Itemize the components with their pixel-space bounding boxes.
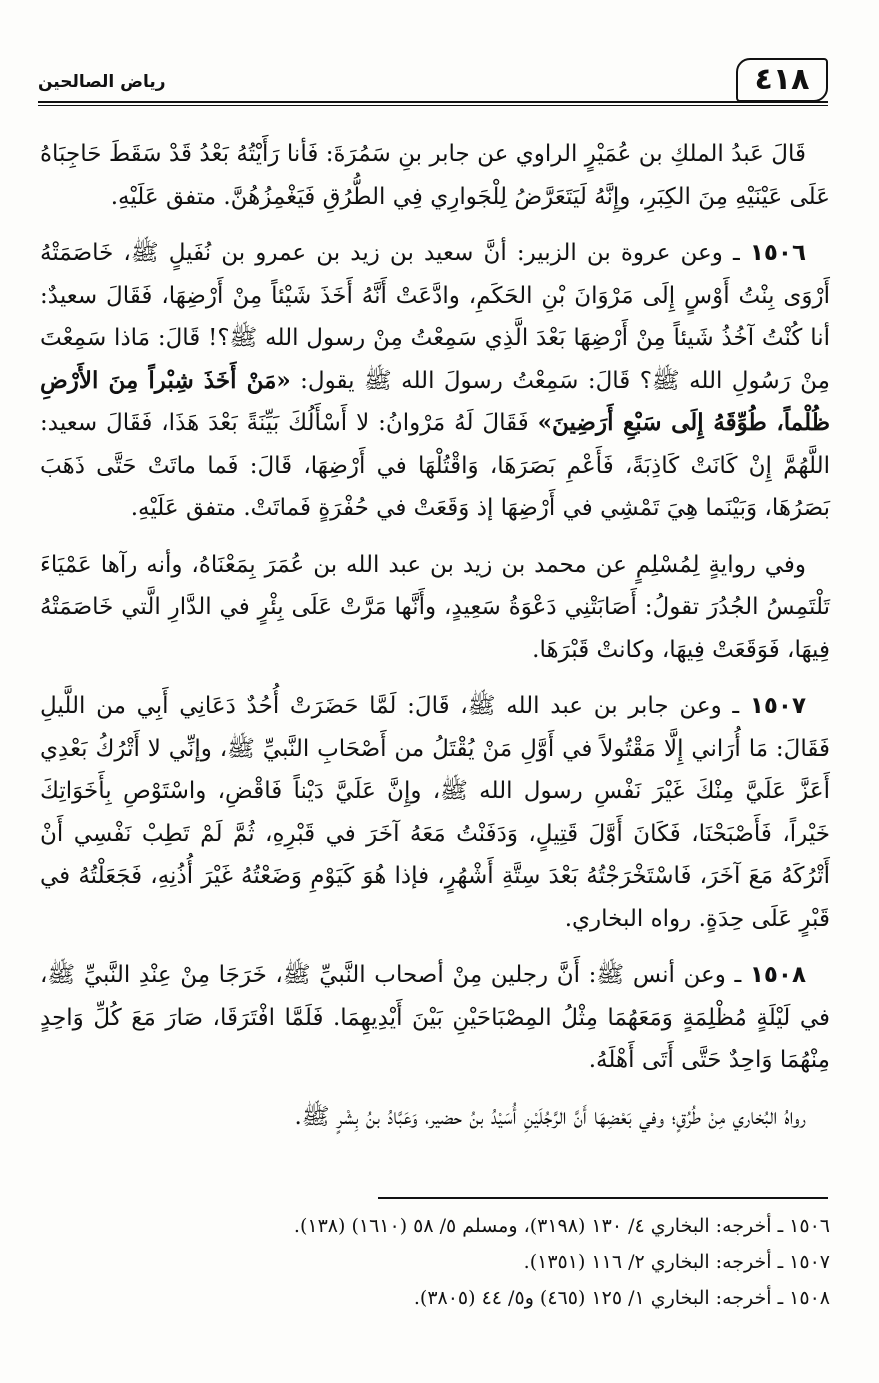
footnote: ١٥٠٦ ـ أخرجه: البخاري ٤/ ١٣٠ (٣١٩٨)، ومسلم ٥/ ٥٨ (١٦١٠) (١٣٨). bbox=[293, 1215, 830, 1237]
hadith-number: ١٥٠٨ bbox=[749, 962, 806, 988]
footnote: ١٥٠٨ ـ أخرجه: البخاري ١/ ١٢٥ (٤٦٥) و٥/ ٤٤ (٣٨٠٥). bbox=[413, 1287, 830, 1309]
hadith-1506 bbox=[40, 232, 830, 530]
hadith-text: ـ وعن أنس ﷺ: أَنَّ رجلين مِنْ أصحاب النَّبيِّ ﷺ، خَرَجَا مِنْ عِنْدِ النَّبيِّ ﷺ، في لَيْلَةٍ مُظْلِمَةٍ وَمَعَهُمَا مِثْلُ المِصْبَاحَيْنِ بَيْنَ أَيْدِيهِمَا. فَلَمَّا افْتَرَقَا، صَارَ مَعَ كُلِّ وَاحِدٍ مِنْهُمَا وَاحِدٌ حَتَّى أَتَى أَهْلَهُ. bbox=[40, 962, 830, 1073]
book-title: رياض الصالحين bbox=[38, 72, 166, 92]
footnote-rule bbox=[378, 1197, 828, 1199]
hadith-text: فَقَالَ لَهُ مَرْوانُ: لا أَسْأَلُكَ بَيِّنَةً بَعْدَ هَذَا، فَقَالَ سعيد: اللَّهُمَّ إِنْ كَانَتْ كَاذِبَةً، فَأَعْمِ بَصَرَهَا، وَاقْتُلْهَا في أَرْضِهَا، قَالَ: فَما ماتَتْ حَتَّى ذَهَبَ بَصَرُهَا، وَبَيْنَما هِيَ تَمْشِي في أَرْضِهَا إذ وَقَعَتْ في حُفْرَةٍ فَماتَتْ. متفق عَلَيْهِ. bbox=[40, 410, 830, 521]
page-header bbox=[38, 58, 828, 108]
hadith-text: ـ وعن عروة بن الزبير: أنَّ سعيد بن زيد بن عمرو بن نُفَيلٍ ﷺ، خَاصَمَتْهُ أَرْوَى بِنْتُ أَوْسٍ إِلَى مَرْوَانَ بْنِ الحَكَمِ، وادَّعَتْ أَنَّهُ أَخَذَ شَيْئاً مِنْ أَرْضِهَا، فَقَالَ سعيدٌ: أنا كُنْتُ آخُذُ شَيئاً مِنْ أَرْضِهَا بَعْدَ الَّذِي سَمِعْتُ مِنْ رسول الله ﷺ؟! قَالَ: مَاذا سَمِعْتَ مِنْ رَسُولِ الله ﷺ؟ قَالَ: سَمِعْتُ رسولَ الله ﷺ يقول: bbox=[40, 240, 830, 394]
hadith-1507 bbox=[40, 685, 830, 940]
hadith-number: ١٥٠٦ bbox=[749, 240, 806, 266]
paragraph-continuation: قَالَ عَبدُ الملكِ بن عُمَيْرٍ الراوي عن جابر بنِ سَمُرَةَ: فَأنا رَأَيْتُهُ بَعْدُ قَدْ سَقَطَ حَاجِبَاهُ عَلَى عَيْنَيْهِ مِنَ الكِبَرِ، وإِنَّهُ لَيَتَعَرَّضُ لِلْجَوارِي فِي الطُّرُقِ فَيَغْمِزُهُنَّ. متفق عَلَيْهِ. bbox=[40, 141, 830, 210]
paragraph-narration: وفي روايةٍ لِمُسْلِمٍ عن محمد بن زيد بن عبد الله بن عُمَرَ بِمَعْنَاهُ، وأنه رآها عَمْيَاءَ تَلْتَمِسُ الجُدُرَ تقولُ: أَصَابَتْنِي دَعْوَةُ سَعِيدٍ، وأَنَّها مَرَّتْ عَلَى بِئْرٍ في الدَّارِ الَّتي خَاصَمَتْهُ فِيهَا، فَوَقَعَتْ فِيهَا، وكانتْ قَبْرَهَا. bbox=[40, 551, 830, 663]
header-rule bbox=[38, 101, 828, 103]
prophetic-quote: «مَنْ أَخَذَ شِبْراً مِنَ الأَرْضِ ظُلْماً، طُوِّقَهُ إِلَى سَبْعِ أَرَضِينَ» bbox=[40, 366, 830, 436]
footnote: ١٥٠٧ ـ أخرجه: البخاري ٢/ ١١٦ (١٣٥١). bbox=[523, 1251, 830, 1273]
paragraph-narration: رواهُ البُخاري مِنْ طُرُقٍ؛ وفي بَعْضِهَا أَنَّ الرَّجُلَيْنِ أُسَيْدُ بنُ حضير، وَعَبَّادُ بنُ بِشْرٍ ﷺ. bbox=[294, 1103, 806, 1130]
header-rule-thin bbox=[38, 105, 828, 106]
footnotes bbox=[40, 1208, 830, 1316]
hadith-number: ١٥٠٧ bbox=[749, 693, 806, 719]
hadith-text: ـ وعن جابر بن عبد الله ﷺ، قَالَ: لَمَّا حَضَرَتْ أُحُدٌ دَعَانِي أَبِي من اللَّيلِ فَقَالَ: مَا أُرَاني إِلَّا مَقْتُولاً في أَوَّلِ مَنْ يُقْتَلُ من أَصْحَابِ النَّبيِّ ﷺ، وإنِّي لا أَتْرُكُ بَعْدِي أَعَزَّ عَلَيَّ مِنْكَ غَيْرَ نَفْسِ رسول الله ﷺ، وإِنَّ عَلَيَّ دَيْناً فَاقْضِ، واسْتَوْصِ بِأَخَوَاتِكَ خَيْراً، فَأَصْبَحْنَا، فَكَانَ أَوَّلَ قَتِيلٍ، وَدَفَنْتُ مَعَهُ آخَرَ في قَبْرِهِ، ثُمَّ لَمْ تَطِبْ نَفْسِي أَنْ أَتْرُكَهُ مَعَ آخَرَ، فَاسْتَخْرَجْتُهُ بَعْدَ سِتَّةِ أَشْهُرٍ، فإذا هُوَ كَيَوْمِ وَضَعْتُهُ غَيْرَ أُذُنِهِ، فَجَعَلْتُهُ في قَبْرٍ عَلَى حِدَةٍ. رواه البخاري. bbox=[40, 693, 830, 932]
page-number: ٤١٨ bbox=[736, 58, 828, 102]
page-body bbox=[40, 133, 830, 1152]
hadith-1508 bbox=[40, 954, 830, 1082]
